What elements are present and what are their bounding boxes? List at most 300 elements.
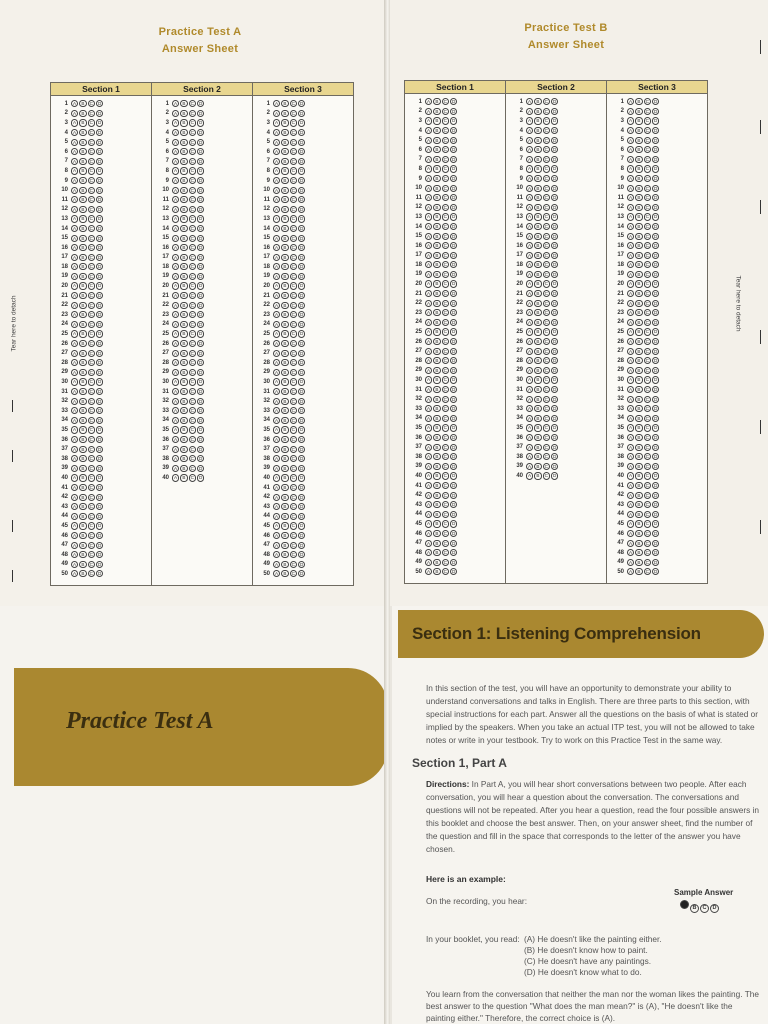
answer-bubble-b[interactable]: B — [534, 213, 541, 220]
answer-bubble-d[interactable]: D — [452, 540, 456, 546]
answer-bubble-a[interactable]: A — [526, 338, 533, 345]
answer-bubble-d[interactable]: D — [452, 271, 456, 277]
answer-bubble-d[interactable]: D — [654, 175, 658, 181]
answer-bubble-b[interactable]: B — [281, 321, 288, 328]
answer-bubble-d[interactable]: D — [654, 262, 658, 268]
answer-bubble-a[interactable]: A — [627, 204, 634, 211]
answer-bubble-b[interactable]: B — [534, 424, 541, 431]
answer-bubble-d[interactable]: D — [98, 110, 102, 116]
answer-bubble-d[interactable]: D — [199, 273, 203, 279]
answer-bubble-a[interactable]: A — [526, 223, 533, 230]
answer-bubble-a[interactable]: A — [71, 532, 78, 539]
answer-bubble-d[interactable]: D — [199, 389, 203, 395]
answer-bubble-c[interactable]: C — [190, 379, 194, 385]
answer-bubble-a[interactable]: A — [71, 139, 78, 146]
answer-bubble-d[interactable]: D — [300, 417, 304, 423]
answer-bubble-c[interactable]: C — [190, 456, 194, 462]
answer-bubble-a[interactable]: A — [273, 465, 280, 472]
answer-bubble-b[interactable]: B — [79, 378, 86, 385]
answer-bubble-b[interactable]: B — [79, 273, 86, 280]
answer-bubble-c[interactable]: C — [645, 271, 649, 277]
answer-bubble-b[interactable]: B — [635, 376, 642, 383]
answer-bubble-c[interactable]: C — [544, 147, 548, 153]
answer-bubble-d[interactable]: D — [199, 408, 203, 414]
answer-bubble-a[interactable]: A — [273, 129, 280, 136]
answer-bubble-c[interactable]: C — [443, 300, 447, 306]
answer-bubble-c[interactable]: C — [443, 502, 447, 508]
answer-bubble-d[interactable]: D — [98, 187, 102, 193]
answer-bubble-b[interactable]: B — [534, 338, 541, 345]
answer-bubble-c[interactable]: C — [645, 223, 649, 229]
answer-bubble-c[interactable]: C — [291, 312, 295, 318]
answer-bubble-c[interactable]: C — [190, 465, 194, 471]
answer-bubble-b[interactable]: B — [635, 520, 642, 527]
answer-bubble-a[interactable]: A — [273, 263, 280, 270]
answer-bubble-a[interactable]: A — [71, 398, 78, 405]
answer-bubble-b[interactable]: B — [281, 330, 288, 337]
answer-bubble-b[interactable]: B — [433, 348, 440, 355]
answer-bubble-b[interactable]: B — [180, 254, 187, 261]
answer-bubble-c[interactable]: C — [645, 415, 649, 421]
answer-bubble-b[interactable]: B — [281, 158, 288, 165]
answer-bubble-d[interactable]: D — [553, 454, 557, 460]
answer-bubble-c[interactable]: C — [544, 310, 548, 316]
answer-bubble-b[interactable]: B — [79, 263, 86, 270]
section-2-bubbles[interactable] — [512, 97, 560, 481]
answer-bubble-d[interactable]: D — [98, 408, 102, 414]
answer-bubble-c[interactable]: C — [544, 252, 548, 258]
answer-bubble-a[interactable]: A — [172, 455, 179, 462]
answer-bubble-b[interactable]: B — [635, 568, 642, 575]
answer-bubble-a[interactable]: A — [71, 465, 78, 472]
answer-bubble-d[interactable]: D — [654, 482, 658, 488]
answer-bubble-a[interactable]: A — [273, 561, 280, 568]
answer-bubble-c[interactable]: C — [544, 415, 548, 421]
answer-bubble-d[interactable]: D — [300, 158, 304, 164]
answer-bubble-b[interactable]: B — [635, 338, 642, 345]
answer-bubble-c[interactable]: C — [291, 129, 295, 135]
answer-bubble-b[interactable]: B — [281, 542, 288, 549]
answer-bubble-d[interactable]: D — [654, 233, 658, 239]
answer-bubble-a[interactable]: A — [526, 367, 533, 374]
answer-bubble-c[interactable]: C — [544, 396, 548, 402]
answer-bubble-d[interactable]: D — [98, 475, 102, 481]
answer-bubble-d[interactable]: D — [98, 484, 102, 490]
answer-bubble-c[interactable]: C — [443, 147, 447, 153]
answer-bubble-b[interactable]: B — [635, 405, 642, 412]
answer-bubble-d[interactable]: D — [452, 396, 456, 402]
answer-bubble-d[interactable]: D — [199, 187, 203, 193]
answer-bubble-c[interactable]: C — [645, 137, 649, 143]
answer-bubble-b[interactable]: B — [281, 167, 288, 174]
answer-bubble-b[interactable]: B — [635, 204, 642, 211]
answer-bubble-a[interactable]: A — [71, 330, 78, 337]
answer-bubble-b[interactable]: B — [433, 165, 440, 172]
answer-bubble-d[interactable]: D — [654, 492, 658, 498]
answer-bubble-d[interactable]: D — [654, 550, 658, 556]
answer-bubble-c[interactable]: C — [645, 406, 649, 412]
answer-bubble-b[interactable]: B — [281, 570, 288, 577]
answer-bubble-a[interactable]: A — [172, 340, 179, 347]
answer-bubble-a[interactable]: A — [627, 424, 634, 431]
answer-bubble-b[interactable]: B — [433, 549, 440, 556]
answer-bubble-d[interactable]: D — [553, 425, 557, 431]
answer-bubble-a[interactable]: A — [526, 386, 533, 393]
answer-bubble-c[interactable]: C — [291, 552, 295, 558]
answer-bubble-c[interactable]: C — [443, 396, 447, 402]
answer-bubble-c[interactable]: C — [89, 139, 93, 145]
answer-bubble-a[interactable]: A — [71, 369, 78, 376]
answer-bubble-a[interactable]: A — [71, 522, 78, 529]
answer-bubble-c[interactable]: C — [89, 225, 93, 231]
answer-bubble-d[interactable]: D — [98, 331, 102, 337]
answer-bubble-a[interactable]: A — [425, 434, 432, 441]
answer-bubble-d[interactable]: D — [553, 377, 557, 383]
answer-bubble-b[interactable]: B — [534, 472, 541, 479]
answer-bubble-a[interactable]: A — [627, 213, 634, 220]
answer-bubble-d[interactable]: D — [654, 310, 658, 316]
answer-bubble-b[interactable]: B — [433, 233, 440, 240]
answer-bubble-d[interactable]: D — [199, 417, 203, 423]
answer-bubble-a[interactable]: A — [526, 165, 533, 172]
answer-bubble-c[interactable]: C — [190, 408, 194, 414]
answer-bubble-a[interactable]: A — [172, 244, 179, 251]
answer-bubble-d[interactable]: D — [452, 99, 456, 105]
answer-bubble-d[interactable]: D — [98, 312, 102, 318]
answer-bubble-d[interactable]: D — [199, 456, 203, 462]
answer-bubble-c[interactable]: C — [645, 195, 649, 201]
answer-bubble-d[interactable]: D — [98, 235, 102, 241]
answer-bubble-c[interactable]: C — [645, 502, 649, 508]
answer-bubble-b[interactable]: B — [79, 426, 86, 433]
answer-bubble-c[interactable]: C — [89, 197, 93, 203]
answer-bubble-c[interactable]: C — [291, 504, 295, 510]
answer-bubble-c[interactable]: C — [544, 281, 548, 287]
answer-bubble-d[interactable]: D — [553, 281, 557, 287]
answer-bubble-b[interactable]: B — [433, 108, 440, 115]
answer-bubble-b[interactable]: B — [281, 426, 288, 433]
answer-bubble-c[interactable]: C — [89, 129, 93, 135]
answer-bubble-a[interactable]: A — [526, 444, 533, 451]
answer-bubble-b[interactable]: B — [180, 273, 187, 280]
answer-bubble-c[interactable]: C — [544, 118, 548, 124]
answer-bubble-d[interactable]: D — [300, 465, 304, 471]
answer-bubble-d[interactable]: D — [553, 108, 557, 114]
answer-bubble-d[interactable]: D — [654, 511, 658, 517]
answer-bubble-b[interactable]: B — [534, 146, 541, 153]
answer-bubble-c[interactable]: C — [443, 387, 447, 393]
answer-bubble-a[interactable]: A — [71, 110, 78, 117]
answer-bubble-d[interactable]: D — [300, 379, 304, 385]
answer-bubble-c[interactable]: C — [190, 293, 194, 299]
answer-bubble-a[interactable]: A — [273, 455, 280, 462]
answer-bubble-a[interactable]: A — [172, 398, 179, 405]
answer-bubble-d[interactable]: D — [300, 542, 304, 548]
answer-bubble-a[interactable]: A — [273, 139, 280, 146]
answer-bubble-b[interactable]: B — [79, 311, 86, 318]
answer-bubble-d[interactable]: D — [553, 166, 557, 172]
answer-bubble-c[interactable]: C — [443, 521, 447, 527]
answer-bubble-d[interactable]: D — [199, 206, 203, 212]
answer-bubble-c[interactable]: C — [190, 427, 194, 433]
answer-bubble-a[interactable]: A — [526, 434, 533, 441]
answer-bubble-b[interactable]: B — [433, 319, 440, 326]
answer-bubble-c[interactable]: C — [544, 262, 548, 268]
answer-bubble-b[interactable]: B — [79, 417, 86, 424]
answer-bubble-b[interactable]: B — [433, 463, 440, 470]
answer-bubble-d[interactable]: D — [300, 254, 304, 260]
answer-bubble-d[interactable]: D — [300, 552, 304, 558]
answer-bubble-d[interactable]: D — [98, 398, 102, 404]
answer-bubble-c[interactable]: C — [443, 406, 447, 412]
answer-bubble-a[interactable]: A — [425, 501, 432, 508]
answer-bubble-a[interactable]: A — [627, 117, 634, 124]
answer-bubble-a[interactable]: A — [526, 280, 533, 287]
answer-bubble-a[interactable]: A — [627, 233, 634, 240]
section-1-bubbles[interactable] — [57, 99, 105, 579]
answer-bubble-b[interactable]: B — [635, 540, 642, 547]
answer-bubble-a[interactable]: A — [627, 108, 634, 115]
answer-bubble-c[interactable]: C — [89, 149, 93, 155]
answer-bubble-d[interactable]: D — [300, 197, 304, 203]
answer-bubble-a[interactable]: A — [425, 261, 432, 268]
answer-bubble-d[interactable]: D — [98, 120, 102, 126]
answer-bubble-d[interactable]: D — [553, 204, 557, 210]
answer-bubble-b[interactable]: B — [433, 261, 440, 268]
answer-bubble-a[interactable]: A — [172, 407, 179, 414]
answer-bubble-c[interactable]: C — [190, 120, 194, 126]
answer-bubble-c[interactable]: C — [89, 120, 93, 126]
answer-bubble-a[interactable]: A — [172, 388, 179, 395]
answer-bubble-d[interactable]: D — [553, 463, 557, 469]
answer-bubble-c[interactable]: C — [443, 473, 447, 479]
answer-bubble-c[interactable]: C — [443, 511, 447, 517]
answer-bubble-a[interactable]: A — [627, 223, 634, 230]
answer-bubble-d[interactable]: D — [452, 127, 456, 133]
answer-bubble-d[interactable]: D — [300, 331, 304, 337]
answer-bubble-c[interactable]: C — [291, 245, 295, 251]
answer-bubble-d[interactable]: D — [654, 348, 658, 354]
answer-bubble-b[interactable]: B — [79, 465, 86, 472]
answer-bubble-a[interactable]: A — [273, 369, 280, 376]
answer-bubble-a[interactable]: A — [425, 300, 432, 307]
answer-bubble-c[interactable]: C — [443, 233, 447, 239]
answer-bubble-d[interactable]: D — [553, 387, 557, 393]
answer-bubble-c[interactable]: C — [544, 434, 548, 440]
answer-bubble-b[interactable]: B — [433, 309, 440, 316]
answer-bubble-b[interactable]: B — [79, 350, 86, 357]
answer-bubble-b[interactable]: B — [180, 311, 187, 318]
section-3-bubbles[interactable] — [613, 97, 661, 577]
answer-bubble-c[interactable]: C — [443, 415, 447, 421]
answer-bubble-b[interactable]: B — [534, 137, 541, 144]
answer-bubble-a[interactable]: A — [627, 185, 634, 192]
answer-bubble-b[interactable]: B — [281, 292, 288, 299]
answer-bubble-b[interactable]: B — [79, 302, 86, 309]
answer-bubble-d[interactable]: D — [452, 310, 456, 316]
answer-bubble-c[interactable]: C — [89, 235, 93, 241]
answer-bubble-c[interactable]: C — [645, 156, 649, 162]
answer-bubble-b[interactable]: B — [433, 213, 440, 220]
answer-bubble-b[interactable]: B — [281, 273, 288, 280]
answer-bubble-b[interactable]: B — [79, 359, 86, 366]
answer-bubble-d[interactable]: D — [199, 369, 203, 375]
answer-bubble-a[interactable]: A — [273, 513, 280, 520]
answer-bubble-d[interactable]: D — [98, 436, 102, 442]
answer-bubble-a[interactable]: A — [526, 108, 533, 115]
answer-bubble-a[interactable]: A — [526, 137, 533, 144]
answer-bubble-a[interactable]: A — [273, 484, 280, 491]
answer-bubble-a[interactable]: A — [425, 194, 432, 201]
answer-bubble-c[interactable]: C — [443, 214, 447, 220]
answer-bubble-d[interactable]: D — [452, 502, 456, 508]
answer-bubble-c[interactable]: C — [291, 120, 295, 126]
answer-bubble-d[interactable]: D — [452, 406, 456, 412]
answer-bubble-d[interactable]: D — [452, 262, 456, 268]
answer-bubble-d[interactable]: D — [654, 473, 658, 479]
answer-bubble-c[interactable]: C — [89, 513, 93, 519]
answer-bubble-c[interactable]: C — [443, 444, 447, 450]
answer-bubble-b[interactable]: B — [433, 300, 440, 307]
answer-bubble-c[interactable]: C — [645, 233, 649, 239]
answer-bubble-a[interactable]: A — [172, 139, 179, 146]
answer-bubble-a[interactable]: A — [425, 424, 432, 431]
answer-bubble-d[interactable]: D — [452, 195, 456, 201]
answer-bubble-d[interactable]: D — [98, 532, 102, 538]
answer-bubble-b[interactable]: B — [281, 398, 288, 405]
answer-bubble-d[interactable]: D — [654, 252, 658, 258]
answer-bubble-b[interactable]: B — [433, 482, 440, 489]
answer-bubble-b[interactable]: B — [534, 453, 541, 460]
answer-bubble-b[interactable]: B — [635, 453, 642, 460]
answer-bubble-d[interactable]: D — [300, 225, 304, 231]
answer-bubble-b[interactable]: B — [79, 503, 86, 510]
answer-bubble-d[interactable]: D — [199, 302, 203, 308]
answer-bubble-d[interactable]: D — [199, 360, 203, 366]
answer-bubble-c[interactable]: C — [190, 245, 194, 251]
answer-bubble-a[interactable]: A — [425, 348, 432, 355]
answer-bubble-c[interactable]: C — [89, 369, 93, 375]
answer-bubble-b[interactable]: B — [281, 455, 288, 462]
answer-bubble-d[interactable]: D — [98, 513, 102, 519]
answer-bubble-a[interactable]: A — [172, 282, 179, 289]
answer-bubble-b[interactable]: B — [79, 158, 86, 165]
answer-bubble-b[interactable]: B — [180, 139, 187, 146]
answer-bubble-c[interactable]: C — [291, 139, 295, 145]
answer-bubble-d[interactable]: D — [654, 185, 658, 191]
answer-bubble-c[interactable]: C — [89, 532, 93, 538]
answer-bubble-c[interactable]: C — [645, 425, 649, 431]
answer-bubble-c[interactable]: C — [89, 350, 93, 356]
answer-bubble-d[interactable]: D — [300, 101, 304, 107]
answer-bubble-b[interactable]: B — [79, 110, 86, 117]
answer-bubble-c[interactable]: C — [190, 101, 194, 107]
answer-bubble-c[interactable]: C — [190, 369, 194, 375]
answer-bubble-c[interactable]: C — [190, 283, 194, 289]
answer-bubble-d[interactable]: D — [654, 156, 658, 162]
answer-bubble-d[interactable]: D — [98, 129, 102, 135]
answer-bubble-c[interactable]: C — [544, 223, 548, 229]
answer-bubble-a[interactable]: A — [627, 444, 634, 451]
answer-bubble-b[interactable]: B — [281, 254, 288, 261]
answer-bubble-a[interactable]: A — [425, 319, 432, 326]
answer-bubble-a[interactable]: A — [627, 98, 634, 105]
answer-bubble-b[interactable]: B — [534, 156, 541, 163]
answer-bubble-b[interactable]: B — [79, 484, 86, 491]
answer-bubble-d[interactable]: D — [452, 348, 456, 354]
answer-bubble-b[interactable]: B — [79, 436, 86, 443]
answer-bubble-b[interactable]: B — [180, 177, 187, 184]
answer-bubble-c[interactable]: C — [645, 281, 649, 287]
answer-bubble-c[interactable]: C — [443, 540, 447, 546]
answer-bubble-b[interactable]: B — [79, 292, 86, 299]
answer-bubble-a[interactable]: A — [172, 100, 179, 107]
answer-bubble-a[interactable]: A — [273, 292, 280, 299]
answer-bubble-a[interactable]: A — [425, 415, 432, 422]
answer-bubble-c[interactable]: C — [443, 530, 447, 536]
answer-bubble-a[interactable]: A — [627, 453, 634, 460]
answer-bubble-b[interactable]: B — [635, 146, 642, 153]
answer-bubble-a[interactable]: A — [71, 388, 78, 395]
answer-bubble-d[interactable]: D — [654, 291, 658, 297]
answer-bubble-b[interactable]: B — [635, 328, 642, 335]
answer-bubble-a[interactable]: A — [71, 417, 78, 424]
answer-bubble-c[interactable]: C — [645, 118, 649, 124]
answer-bubble-a[interactable]: A — [273, 158, 280, 165]
answer-bubble-d[interactable]: D — [300, 456, 304, 462]
answer-bubble-c[interactable]: C — [190, 149, 194, 155]
answer-bubble-b[interactable]: B — [433, 501, 440, 508]
answer-bubble-c[interactable]: C — [645, 300, 649, 306]
answer-bubble-b[interactable]: B — [79, 407, 86, 414]
answer-bubble-b[interactable]: B — [281, 196, 288, 203]
answer-bubble-a[interactable]: A — [71, 129, 78, 136]
answer-bubble-d[interactable]: D — [199, 197, 203, 203]
answer-bubble-c[interactable]: C — [291, 465, 295, 471]
answer-bubble-d[interactable]: D — [300, 427, 304, 433]
answer-bubble-b[interactable]: B — [79, 474, 86, 481]
answer-bubble-d[interactable]: D — [452, 108, 456, 114]
answer-bubble-d[interactable]: D — [199, 312, 203, 318]
answer-bubble-d[interactable]: D — [300, 216, 304, 222]
answer-bubble-d[interactable]: D — [452, 482, 456, 488]
answer-bubble-a[interactable]: A — [526, 185, 533, 192]
answer-bubble-d[interactable]: D — [452, 425, 456, 431]
answer-bubble-b[interactable]: B — [79, 235, 86, 242]
section-3-bubbles[interactable] — [259, 99, 307, 579]
answer-bubble-d[interactable]: D — [452, 473, 456, 479]
answer-bubble-d[interactable]: D — [300, 446, 304, 452]
answer-bubble-c[interactable]: C — [544, 377, 548, 383]
answer-bubble-b[interactable]: B — [433, 386, 440, 393]
answer-bubble-d[interactable]: D — [300, 283, 304, 289]
answer-bubble-b[interactable]: B — [433, 367, 440, 374]
answer-bubble-a[interactable]: A — [425, 530, 432, 537]
answer-bubble-b[interactable]: B — [534, 233, 541, 240]
answer-bubble-b[interactable]: B — [635, 213, 642, 220]
answer-bubble-a[interactable]: A — [273, 426, 280, 433]
answer-bubble-b[interactable]: B — [180, 302, 187, 309]
answer-bubble-b[interactable]: B — [79, 100, 86, 107]
answer-bubble-b[interactable]: B — [433, 156, 440, 163]
answer-bubble-b[interactable]: B — [433, 520, 440, 527]
answer-bubble-d[interactable]: D — [553, 444, 557, 450]
answer-bubble-a[interactable]: A — [526, 453, 533, 460]
answer-bubble-c[interactable]: C — [291, 475, 295, 481]
answer-bubble-a[interactable]: A — [425, 549, 432, 556]
answer-bubble-a[interactable]: A — [627, 165, 634, 172]
answer-bubble-a[interactable]: A — [627, 280, 634, 287]
